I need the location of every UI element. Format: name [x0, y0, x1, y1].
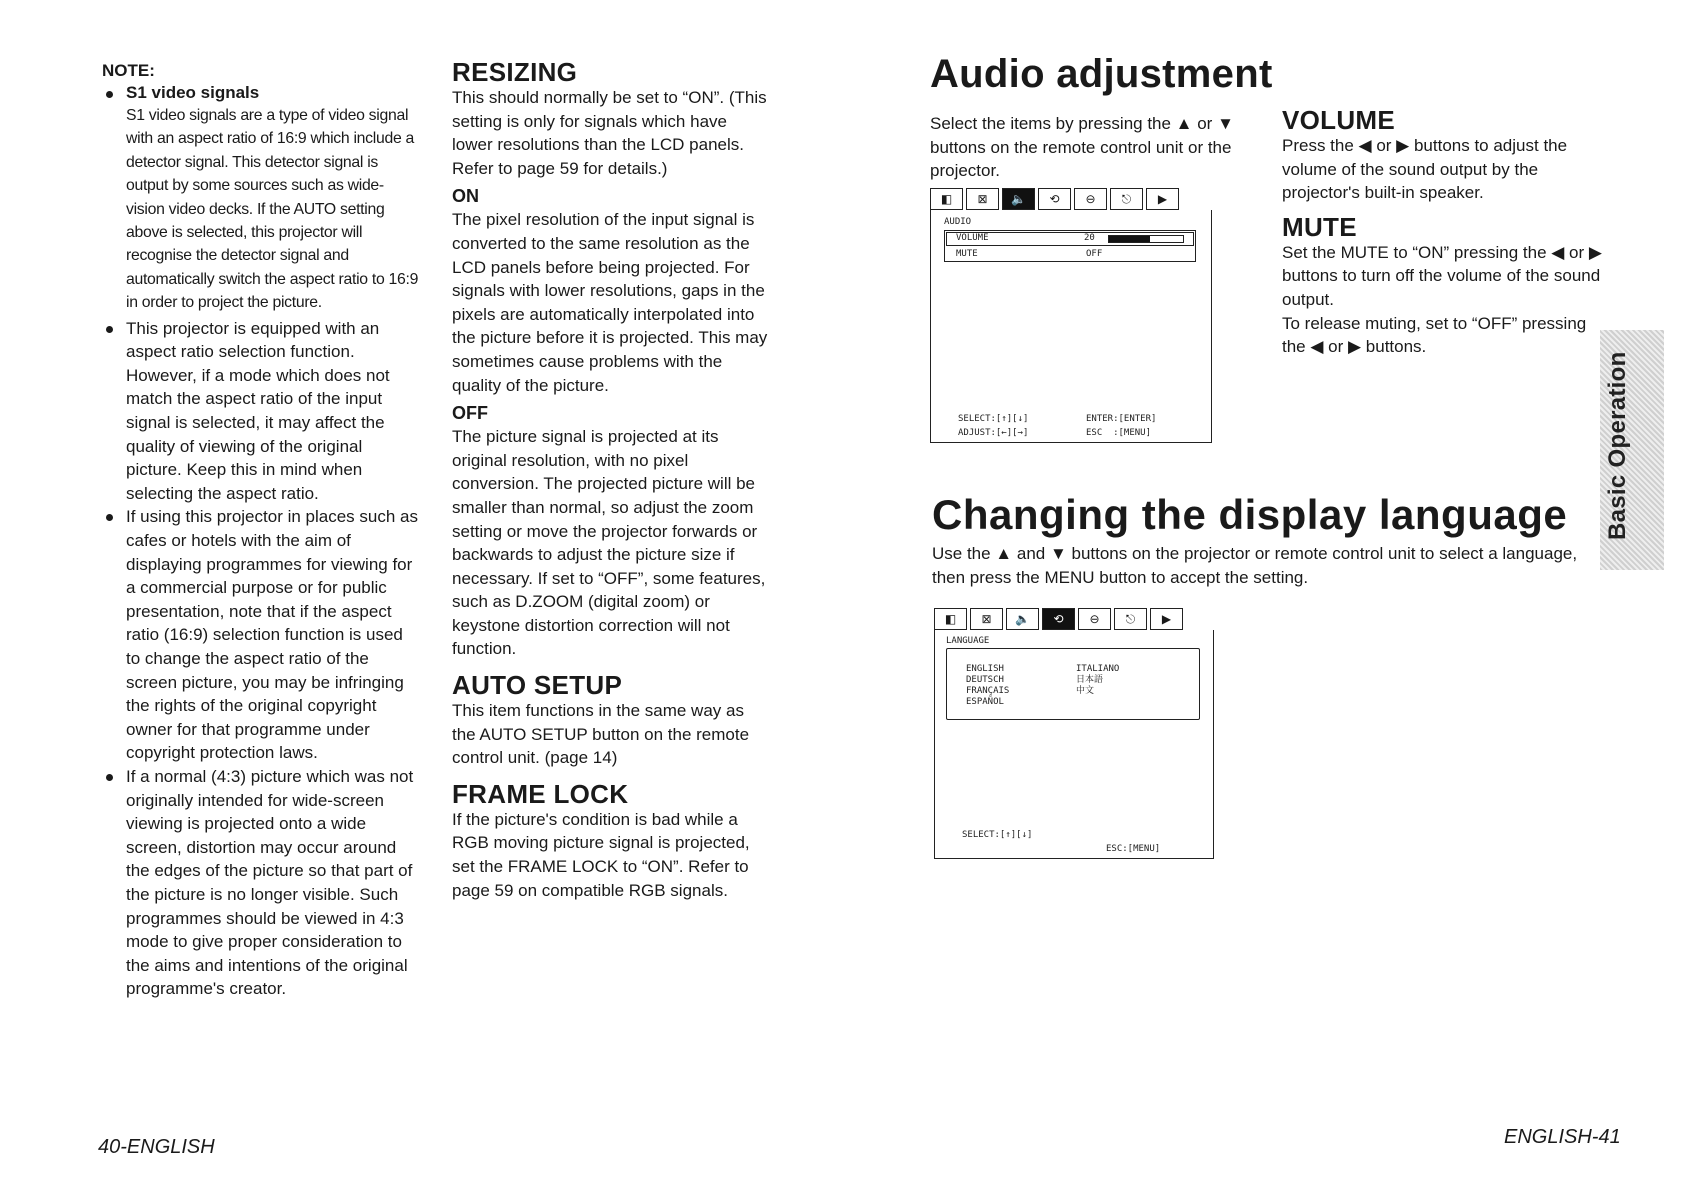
resizing-off-heading: OFF	[452, 403, 488, 424]
language-option-chinese[interactable]: 中文	[1076, 686, 1095, 696]
volume-row-label: VOLUME	[956, 233, 989, 243]
language-option-japanese[interactable]: 日本語	[1076, 675, 1104, 685]
frame-lock-text: If the picture's condition is bad while a RGB moving picture signal is projected, set the FRAME LOCK to “ON”. Refer to page 59 on compatible RGB signals.	[452, 809, 750, 900]
note-column	[102, 60, 420, 1001]
audio-osd-enter-hint: ENTER:[ENTER]	[1086, 414, 1157, 424]
audio-osd-esc-hint: ESC :[MENU]	[1086, 428, 1152, 438]
note-title: NOTE:	[102, 61, 155, 80]
auto-setup-text: This item functions in the same way as the AUTO SETUP button on the remote control unit. (page 14)	[452, 701, 750, 768]
right-page-number: ENGLISH-41	[1504, 1126, 1621, 1148]
resizing-on-text: The pixel resolution of the input signal is converted to the same resolution as the LCD panels before being projected. For signals with lower resolutions, gaps in the pixels are automatically interpolated into the picture before it is projected. This may sometimes cause problems with the quality of the picture.	[452, 210, 768, 395]
resizing-heading: RESIZING	[452, 57, 578, 87]
mute-release-text: To release muting, set to “OFF” pressing the ◀ or ▶ buttons.	[1282, 313, 1587, 357]
position-tab-icon: ⊠	[966, 188, 999, 210]
language-osd-esc-hint: ESC:[MENU]	[1106, 844, 1161, 854]
language-list-col-1	[966, 664, 1009, 708]
mute-heading: MUTE	[1282, 211, 1357, 242]
audio-tab-icon: 🔈	[1006, 608, 1039, 630]
volume-bar-fill	[1109, 236, 1150, 242]
position-tab-icon: ⊠	[970, 608, 1003, 630]
audio-title: Audio adjustment	[930, 52, 1273, 96]
language-option-english[interactable]: ENGLISH	[966, 664, 1004, 674]
resizing-column	[452, 58, 772, 902]
s1-heading: S1 video signals	[102, 82, 420, 104]
s1-text: S1 video signals are a type of video signal with an aspect ratio of 16:9 which include a detector signal. This detector signal is output by some sources such as wide-vision video decks. If the AUTO setting above is selected, this projector will recognise the detector signal and automatically switch the aspect ratio to 16:9 in order to project the picture.	[126, 107, 419, 312]
option-tab-icon: ⊖	[1078, 608, 1111, 630]
picture-tab-icon: ◧	[930, 188, 963, 210]
option-tab-icon: ⊖	[1074, 188, 1107, 210]
language-option-deutsch[interactable]: DEUTSCH	[966, 675, 1004, 685]
setup-tab-icon: ⎋	[1114, 608, 1147, 630]
note-bullet-copyright: If using this projector in places such as cafes or hotels with the aim of displaying programmes for viewing for a commercial purpose or for public presentation, note that if the aspect ratio (16:9) selection function is used to change the aspect ratio of the screen picture, you may be infringing the rights of the original copyright owner for that programme under copyright protection laws.	[102, 505, 420, 765]
left-page-number: 40-ENGLISH	[98, 1136, 215, 1158]
language-osd-title: LANGUAGE	[946, 636, 990, 646]
language-title: Changing the display language	[932, 491, 1568, 538]
resizing-on-heading: ON	[452, 186, 479, 207]
note-bullet-aspect-selection: This projector is equipped with an aspect ratio selection function. However, if a mode which does not match the aspect ratio of the input signal is selected, it may affect the quality of viewing of the original picture. Keep this in mind when selecting the aspect ratio.	[102, 317, 420, 506]
audio-osd-adjust-hint: ADJUST:[←][→]	[958, 428, 1029, 438]
language-tab-icon: ⟲	[1038, 188, 1071, 210]
volume-text: Press the ◀ or ▶ buttons to adjust the volume of the sound output by the projector's built-in speaker.	[1282, 136, 1568, 203]
mute-row-value: OFF	[1086, 249, 1103, 259]
language-option-italiano[interactable]: ITALIANO	[1076, 664, 1120, 674]
volume-mute-column	[1282, 106, 1602, 359]
language-tab-icon: ⟲	[1042, 608, 1075, 630]
audio-tab-icon: 🔈	[1002, 188, 1035, 210]
side-tab-label: Basic Operation	[1604, 351, 1631, 540]
frame-lock-heading: FRAME LOCK	[452, 778, 629, 809]
language-option-espanol[interactable]: ESPAÑOL	[966, 697, 1004, 707]
resizing-off-text: The picture signal is projected at its original resolution, with no pixel conversion. The projected picture will be smaller than normal, so adjust the zoom setting or move the projector forwards or backwards to adjust the picture size if necessary. If set to “OFF”, some features, such as D.ZOOM (digital zoom) or keystone distortion correction will not function.	[452, 427, 766, 659]
audio-osd-title: AUDIO	[944, 217, 972, 227]
volume-row-value: 20	[1084, 233, 1095, 243]
setup-tab-icon: ⎋	[1110, 188, 1143, 210]
resizing-intro: This should normally be set to “ON”. (This setting is only for signals which have lower resolutions than the LCD panels. Refer to page 59 for details.)	[452, 88, 767, 178]
language-osd-tabs	[934, 608, 1183, 630]
auto-setup-heading: AUTO SETUP	[452, 670, 623, 701]
audio-intro: Select the items by pressing the ▲ or ▼ buttons on the remote control unit or the projector.	[930, 114, 1234, 181]
audio-osd-select-hint: SELECT:[↑][↓]	[958, 414, 1029, 424]
language-option-francais[interactable]: FRANÇAIS	[966, 686, 1010, 696]
projector-tab-icon: ▶	[1146, 188, 1179, 210]
mute-text: Set the MUTE to “ON” pressing the ◀ or ▶ buttons to turn off the volume of the sound output.	[1282, 242, 1602, 309]
note-bullet-distortion: If a normal (4:3) picture which was not originally intended for wide-screen viewing is projected onto a wide screen, distortion may occur around the edges of the picture so that part of the picture is no longer visible. Such programmes should be viewed in 4:3 mode to give proper consideration to the aims and intentions of the original programme's creator.	[102, 765, 420, 1001]
language-list-col-2	[1076, 664, 1119, 697]
language-osd-select-hint: SELECT:[↑][↓]	[962, 830, 1033, 840]
volume-bar-track	[1108, 235, 1184, 243]
volume-heading: VOLUME	[1282, 105, 1396, 135]
audio-osd-tabs	[930, 188, 1179, 210]
mute-row-label: MUTE	[956, 249, 978, 259]
picture-tab-icon: ◧	[934, 608, 967, 630]
language-intro: Use the ▲ and ▼ buttons on the projector or remote control unit to select a language, then press the MENU button to accept the setting.	[932, 544, 1578, 587]
projector-tab-icon: ▶	[1150, 608, 1183, 630]
